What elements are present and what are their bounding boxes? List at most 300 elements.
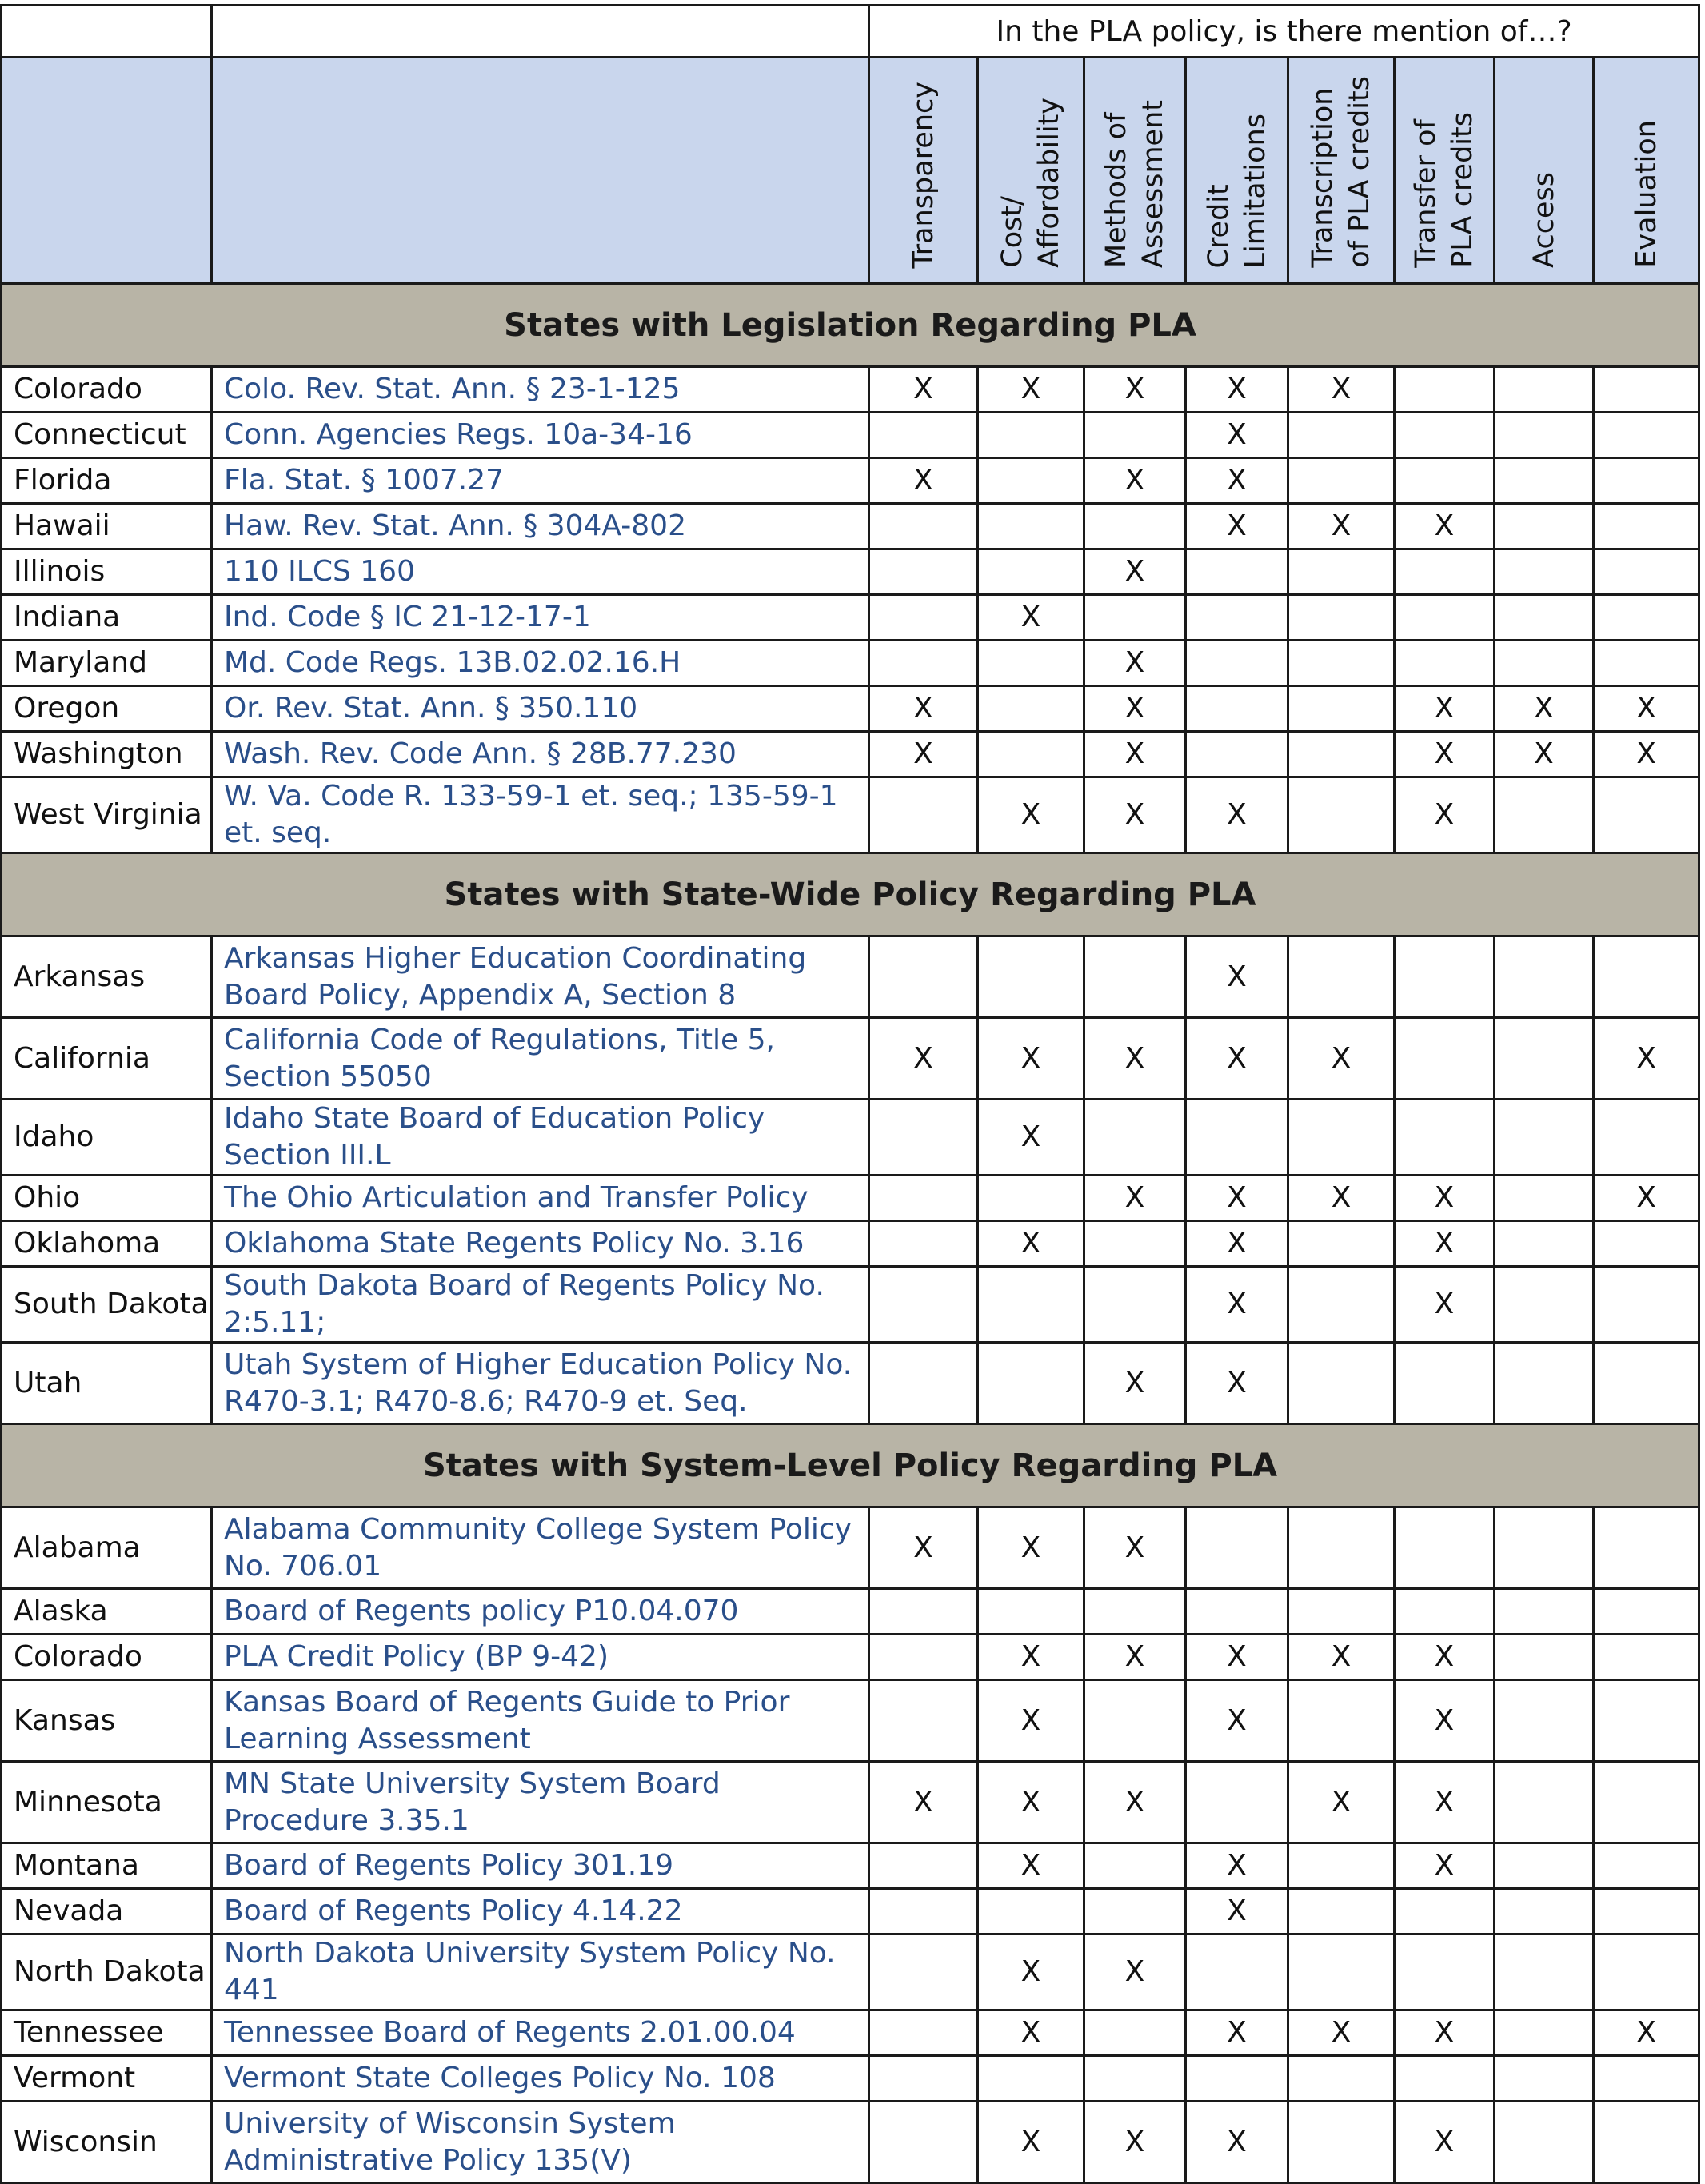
policy-citation-link[interactable]: South Dakota Board of Regents Policy No. 2:5.11;	[212, 1267, 869, 1343]
criterion-mark	[1594, 1343, 1699, 1424]
criterion-mark: X	[1084, 1018, 1186, 1100]
criterion-mark	[1495, 1267, 1594, 1343]
criterion-mark	[1395, 641, 1495, 686]
criterion-mark	[1495, 1100, 1594, 1176]
criterion-mark	[869, 1176, 978, 1221]
state-column-header	[2, 58, 212, 284]
criterion-mark: X	[1395, 1762, 1495, 1843]
state-name: Oklahoma	[2, 1221, 212, 1267]
policy-citation-link[interactable]: Wash. Rev. Code Ann. § 28B.77.230	[212, 732, 869, 777]
criterion-mark: X	[1084, 641, 1186, 686]
criterion-mark	[978, 504, 1084, 549]
criterion-mark	[1288, 686, 1395, 732]
criterion-mark	[869, 1221, 978, 1267]
column-header-cost: Cost/ Affordability	[996, 98, 1065, 268]
table-row	[2, 1221, 1699, 1267]
criterion-mark	[1186, 1589, 1288, 1635]
section-title: States with State-Wide Policy Regarding PLA	[2, 853, 1699, 936]
criterion-mark	[1084, 1889, 1186, 1934]
criterion-mark	[1395, 936, 1495, 1018]
criterion-mark: X	[1395, 1176, 1495, 1221]
criterion-mark: X	[978, 1100, 1084, 1176]
criterion-mark	[1084, 1843, 1186, 1889]
criterion-mark	[978, 413, 1084, 458]
column-header-credit-limitations: Credit Limitations	[1202, 113, 1272, 268]
criterion-mark	[1084, 1221, 1186, 1267]
state-name: Washington	[2, 732, 212, 777]
criterion-mark	[1084, 1589, 1186, 1635]
criterion-mark	[1186, 686, 1288, 732]
criterion-mark: X	[1288, 1762, 1395, 1843]
policy-citation-link[interactable]: University of Wisconsin System Administrative Policy 135(V)	[212, 2102, 869, 2183]
criterion-mark: X	[978, 1507, 1084, 1589]
criterion-mark	[1594, 1889, 1699, 1934]
policy-citation-link[interactable]: Colo. Rev. Stat. Ann. § 23-1-125	[212, 367, 869, 413]
policy-citation-link[interactable]: Fla. Stat. § 1007.27	[212, 458, 869, 504]
criterion-mark	[1594, 1589, 1699, 1635]
criterion-mark	[1594, 413, 1699, 458]
criterion-mark	[869, 1680, 978, 1762]
criterion-mark	[869, 504, 978, 549]
criterion-mark	[978, 1889, 1084, 1934]
criterion-mark	[1186, 595, 1288, 641]
policy-citation-link[interactable]: PLA Credit Policy (BP 9-42)	[212, 1635, 869, 1680]
criterion-mark	[1084, 1100, 1186, 1176]
table-row	[2, 1343, 1699, 1424]
table-body	[2, 284, 1699, 2183]
criterion-mark: X	[1288, 367, 1395, 413]
criterion-mark: X	[1084, 1343, 1186, 1424]
table-row	[2, 1507, 1699, 1589]
pla-policy-table	[0, 4, 1700, 2184]
state-name: Tennessee	[2, 2010, 212, 2056]
criterion-mark: X	[1186, 1176, 1288, 1221]
criterion-mark	[869, 777, 978, 853]
criterion-mark	[869, 1934, 978, 2010]
criterion-mark	[1186, 732, 1288, 777]
criterion-mark	[1186, 2056, 1288, 2102]
table-row	[2, 367, 1699, 413]
criterion-mark	[869, 549, 978, 595]
criterion-mark	[978, 1589, 1084, 1635]
criterion-mark: X	[1084, 1507, 1186, 1589]
criterion-mark: X	[1186, 1018, 1288, 1100]
criterion-mark	[869, 1635, 978, 1680]
criterion-mark	[1288, 1843, 1395, 1889]
criterion-mark: X	[1084, 1176, 1186, 1221]
criterion-mark	[1495, 1176, 1594, 1221]
criterion-mark	[1288, 936, 1395, 1018]
criterion-mark: X	[1288, 2010, 1395, 2056]
criterion-mark	[1594, 1843, 1699, 1889]
criterion-mark	[1495, 1018, 1594, 1100]
criterion-mark	[869, 2102, 978, 2183]
criterion-mark	[869, 1343, 978, 1424]
policy-citation-link[interactable]: MN State University System Board Procedure 3.35.1	[212, 1762, 869, 1843]
criterion-mark	[1186, 1762, 1288, 1843]
table-row	[2, 1889, 1699, 1934]
criterion-mark	[1594, 458, 1699, 504]
criterion-mark: X	[1395, 777, 1495, 853]
criterion-mark: X	[978, 1221, 1084, 1267]
criterion-mark	[1288, 1507, 1395, 1589]
criterion-mark: X	[1288, 1018, 1395, 1100]
column-header-transfer: Transfer of PLA credits	[1410, 112, 1479, 268]
policy-citation-link[interactable]: Oklahoma State Regents Policy No. 3.16	[212, 1221, 869, 1267]
criterion-mark	[1495, 367, 1594, 413]
criterion-mark	[1395, 367, 1495, 413]
criterion-mark	[1395, 413, 1495, 458]
table-row	[2, 549, 1699, 595]
policy-citation-link[interactable]: Vermont State Colleges Policy No. 108	[212, 2056, 869, 2102]
policy-citation-link[interactable]: Alabama Community College System Policy No. 706.01	[212, 1507, 869, 1589]
state-name: Ohio	[2, 1176, 212, 1221]
state-name: Minnesota	[2, 1762, 212, 1843]
table-row	[2, 1762, 1699, 1843]
state-name: North Dakota	[2, 1934, 212, 2010]
criterion-mark	[1186, 549, 1288, 595]
criterion-mark	[1288, 1267, 1395, 1343]
criterion-mark	[1594, 367, 1699, 413]
criterion-mark	[978, 1267, 1084, 1343]
criterion-mark: X	[1186, 2102, 1288, 2183]
column-header-access: Access	[1527, 172, 1560, 268]
criterion-mark	[869, 1889, 978, 1934]
policy-citation-link[interactable]: Idaho State Board of Education Policy Section III.L	[212, 1100, 869, 1176]
criterion-mark	[1084, 1680, 1186, 1762]
criterion-mark	[1594, 1100, 1699, 1176]
criterion-mark	[1395, 1934, 1495, 2010]
section-header-row	[2, 284, 1699, 367]
policy-citation-link[interactable]: Board of Regents Policy 4.14.22	[212, 1889, 869, 1934]
state-name: Illinois	[2, 549, 212, 595]
state-name: Oregon	[2, 686, 212, 732]
policy-citation-link[interactable]: W. Va. Code R. 133-59-1 et. seq.; 135-59-1 et. seq.	[212, 777, 869, 853]
policy-citation-link[interactable]: The Ohio Articulation and Transfer Policy	[212, 1176, 869, 1221]
criterion-mark	[869, 1589, 978, 1635]
state-name: Alabama	[2, 1507, 212, 1589]
criterion-mark: X	[1594, 686, 1699, 732]
criterion-mark	[1288, 1343, 1395, 1424]
criterion-mark	[1288, 1221, 1395, 1267]
criterion-mark	[1288, 413, 1395, 458]
policy-citation-link[interactable]: 110 ILCS 160	[212, 549, 869, 595]
criterion-mark: X	[1084, 1635, 1186, 1680]
criterion-mark	[1288, 1589, 1395, 1635]
criterion-mark	[978, 1343, 1084, 1424]
criterion-mark	[869, 2056, 978, 2102]
criterion-mark	[1495, 1889, 1594, 1934]
criterion-mark: X	[1084, 686, 1186, 732]
criterion-mark: X	[1084, 1762, 1186, 1843]
criterion-mark	[1084, 504, 1186, 549]
criterion-mark: X	[1084, 732, 1186, 777]
policy-citation-link[interactable]: Md. Code Regs. 13B.02.02.16.H	[212, 641, 869, 686]
table-row	[2, 413, 1699, 458]
criterion-mark	[1594, 1221, 1699, 1267]
table-row	[2, 2056, 1699, 2102]
criterion-mark: X	[1084, 2102, 1186, 2183]
criterion-mark	[869, 595, 978, 641]
criterion-mark	[1288, 641, 1395, 686]
table-row	[2, 2010, 1699, 2056]
state-name: Montana	[2, 1843, 212, 1889]
criterion-mark: X	[978, 1843, 1084, 1889]
table-row	[2, 1018, 1699, 1100]
criterion-mark: X	[978, 1762, 1084, 1843]
criterion-mark: X	[1288, 1635, 1395, 1680]
criterion-mark: X	[1186, 1635, 1288, 1680]
column-header-evaluation: Evaluation	[1630, 120, 1663, 268]
criterion-mark	[1495, 504, 1594, 549]
criterion-mark	[1495, 458, 1594, 504]
criterion-mark: X	[978, 1934, 1084, 2010]
criterion-mark: X	[869, 1762, 978, 1843]
criterion-mark	[1495, 2010, 1594, 2056]
criterion-mark: X	[1594, 1018, 1699, 1100]
criterion-mark	[978, 686, 1084, 732]
criterion-mark: X	[869, 686, 978, 732]
criterion-mark	[1395, 1507, 1495, 1589]
criterion-mark: X	[978, 367, 1084, 413]
criterion-mark: X	[1186, 777, 1288, 853]
criterion-mark: X	[1186, 1889, 1288, 1934]
policy-citation-link[interactable]: Haw. Rev. Stat. Ann. § 304A-802	[212, 504, 869, 549]
criterion-mark: X	[1186, 1267, 1288, 1343]
criterion-mark	[1495, 413, 1594, 458]
policy-citation-link[interactable]: Board of Regents policy P10.04.070	[212, 1589, 869, 1635]
criterion-mark	[1594, 595, 1699, 641]
criterion-mark	[1495, 641, 1594, 686]
criterion-mark: X	[869, 1018, 978, 1100]
policy-citation-link[interactable]: Utah System of Higher Education Policy No. R470-3.1; R470-8.6; R470-9 et. Seq.	[212, 1343, 869, 1424]
criterion-mark	[1186, 1100, 1288, 1176]
table-row	[2, 504, 1699, 549]
state-name: Florida	[2, 458, 212, 504]
criterion-mark: X	[1594, 1176, 1699, 1221]
criterion-mark: X	[1084, 367, 1186, 413]
criterion-mark	[1594, 1762, 1699, 1843]
criterion-mark	[1495, 2102, 1594, 2183]
criterion-mark	[1186, 1507, 1288, 1589]
column-header-transcription: Transcription of PLA credits	[1307, 76, 1376, 268]
table-row	[2, 1267, 1699, 1343]
criterion-mark	[1495, 777, 1594, 853]
criterion-mark	[1594, 2102, 1699, 2183]
state-name: Arkansas	[2, 936, 212, 1018]
criterion-mark	[1084, 413, 1186, 458]
criterion-mark	[1288, 2102, 1395, 2183]
criterion-mark	[1395, 1589, 1495, 1635]
criterion-mark: X	[1186, 2010, 1288, 2056]
criterion-mark: X	[1186, 1221, 1288, 1267]
criterion-mark	[1495, 1934, 1594, 2010]
table-row	[2, 1680, 1699, 1762]
policy-citation-link[interactable]: California Code of Regulations, Title 5, Section 55050	[212, 1018, 869, 1100]
state-name: West Virginia	[2, 777, 212, 853]
criterion-mark: X	[1395, 1680, 1495, 1762]
policy-citation-link[interactable]: North Dakota University System Policy No. 441	[212, 1934, 869, 2010]
criterion-mark	[1594, 1934, 1699, 2010]
criterion-mark	[1084, 595, 1186, 641]
criterion-mark	[1395, 2056, 1495, 2102]
state-name: Colorado	[2, 1635, 212, 1680]
criterion-mark: X	[1395, 2010, 1495, 2056]
state-name: South Dakota	[2, 1267, 212, 1343]
table-row	[2, 686, 1699, 732]
criterion-mark	[1594, 777, 1699, 853]
criterion-mark	[1594, 549, 1699, 595]
criterion-mark	[1495, 1762, 1594, 1843]
criterion-mark	[978, 732, 1084, 777]
table-row	[2, 1843, 1699, 1889]
criterion-mark: X	[978, 1680, 1084, 1762]
criterion-mark	[1594, 1635, 1699, 1680]
criterion-mark: X	[1395, 1221, 1495, 1267]
criterion-mark	[1495, 1843, 1594, 1889]
criterion-mark: X	[1186, 458, 1288, 504]
criterion-mark: X	[869, 1507, 978, 1589]
criterion-mark	[869, 1100, 978, 1176]
criterion-mark: X	[1395, 2102, 1495, 2183]
table-row	[2, 1934, 1699, 2010]
criterion-mark	[1395, 549, 1495, 595]
policy-citation-link[interactable]: Kansas Board of Regents Guide to Prior Learning Assessment	[212, 1680, 869, 1762]
policy-citation-link[interactable]: Arkansas Higher Education Coordinating Board Policy, Appendix A, Section 8	[212, 936, 869, 1018]
criterion-mark: X	[978, 1018, 1084, 1100]
criterion-mark: X	[869, 367, 978, 413]
criterion-mark	[1495, 1507, 1594, 1589]
state-name: Nevada	[2, 1889, 212, 1934]
criterion-mark: X	[1395, 732, 1495, 777]
table-row	[2, 777, 1699, 853]
column-header-methods: Methods of Assessment	[1100, 100, 1169, 268]
criterion-mark	[978, 1176, 1084, 1221]
criterion-mark: X	[1495, 686, 1594, 732]
criterion-mark	[1594, 2056, 1699, 2102]
criterion-mark: X	[1395, 1635, 1495, 1680]
criterion-mark	[1084, 936, 1186, 1018]
criterion-mark	[1594, 1680, 1699, 1762]
criterion-mark: X	[1594, 2010, 1699, 2056]
criterion-mark	[869, 1267, 978, 1343]
criterion-mark: X	[978, 777, 1084, 853]
citation-column-header	[212, 58, 869, 284]
criterion-mark	[1395, 1343, 1495, 1424]
criterion-mark	[1288, 777, 1395, 853]
criterion-mark	[1288, 595, 1395, 641]
state-name: Kansas	[2, 1680, 212, 1762]
policy-citation-link[interactable]: Tennessee Board of Regents 2.01.00.04	[212, 2010, 869, 2056]
criterion-mark: X	[869, 732, 978, 777]
criterion-mark	[1395, 1018, 1495, 1100]
criterion-mark: X	[1186, 936, 1288, 1018]
criterion-mark	[1495, 936, 1594, 1018]
criterion-mark: X	[978, 595, 1084, 641]
state-name: Idaho	[2, 1100, 212, 1176]
table-row	[2, 936, 1699, 1018]
criterion-mark: X	[869, 458, 978, 504]
criterion-mark	[1395, 595, 1495, 641]
table-row	[2, 1176, 1699, 1221]
criterion-mark: X	[978, 2102, 1084, 2183]
table-row	[2, 1635, 1699, 1680]
criterion-mark	[1495, 1343, 1594, 1424]
criterion-mark	[1594, 1267, 1699, 1343]
criterion-mark: X	[1186, 413, 1288, 458]
criterion-mark	[1084, 1267, 1186, 1343]
criterion-mark	[1594, 504, 1699, 549]
policy-citation-link[interactable]: Or. Rev. Stat. Ann. § 350.110	[212, 686, 869, 732]
table-row	[2, 641, 1699, 686]
state-name: Utah	[2, 1343, 212, 1424]
criterion-mark	[1288, 549, 1395, 595]
criterion-mark	[1495, 2056, 1594, 2102]
criterion-mark	[1288, 2056, 1395, 2102]
table-row	[2, 732, 1699, 777]
criterion-mark: X	[1395, 1843, 1495, 1889]
policy-citation-link[interactable]: Conn. Agencies Regs. 10a-34-16	[212, 413, 869, 458]
criterion-mark	[1288, 1680, 1395, 1762]
criterion-mark: X	[1186, 367, 1288, 413]
section-title: States with Legislation Regarding PLA	[2, 284, 1699, 367]
column-header-row	[2, 58, 1699, 284]
state-name: Indiana	[2, 595, 212, 641]
criterion-mark: X	[1084, 549, 1186, 595]
criterion-mark: X	[1084, 1934, 1186, 2010]
criterion-mark: X	[1495, 732, 1594, 777]
criterion-mark: X	[1594, 732, 1699, 777]
criterion-mark	[978, 549, 1084, 595]
criterion-mark	[1495, 1680, 1594, 1762]
criterion-mark	[1495, 1589, 1594, 1635]
table-row	[2, 595, 1699, 641]
table-row	[2, 1100, 1699, 1176]
state-name: California	[2, 1018, 212, 1100]
section-header-row	[2, 853, 1699, 936]
criterion-mark	[869, 936, 978, 1018]
state-name: Alaska	[2, 1589, 212, 1635]
section-header-row	[2, 1424, 1699, 1507]
state-name: Connecticut	[2, 413, 212, 458]
criterion-mark: X	[1395, 686, 1495, 732]
criterion-mark: X	[1395, 1267, 1495, 1343]
criterion-mark	[1495, 1221, 1594, 1267]
criterion-mark: X	[1288, 1176, 1395, 1221]
criterion-mark	[1594, 1507, 1699, 1589]
criterion-mark	[869, 1843, 978, 1889]
criterion-mark	[1495, 1635, 1594, 1680]
criterion-mark	[1288, 1100, 1395, 1176]
criterion-mark: X	[978, 2010, 1084, 2056]
criterion-mark	[978, 641, 1084, 686]
criterion-mark	[1495, 549, 1594, 595]
table-row	[2, 2102, 1699, 2183]
criterion-mark: X	[1186, 1343, 1288, 1424]
table-row	[2, 1589, 1699, 1635]
criterion-mark	[1395, 1100, 1495, 1176]
section-title: States with System-Level Policy Regarding PLA	[2, 1424, 1699, 1507]
criterion-mark	[1288, 458, 1395, 504]
policy-citation-link[interactable]: Ind. Code § IC 21-12-17-1	[212, 595, 869, 641]
policy-citation-link[interactable]: Board of Regents Policy 301.19	[212, 1843, 869, 1889]
table-row	[2, 458, 1699, 504]
criterion-mark	[1395, 458, 1495, 504]
criterion-mark	[869, 2010, 978, 2056]
state-name: Hawaii	[2, 504, 212, 549]
criterion-mark	[1186, 1934, 1288, 2010]
criterion-mark: X	[1288, 504, 1395, 549]
